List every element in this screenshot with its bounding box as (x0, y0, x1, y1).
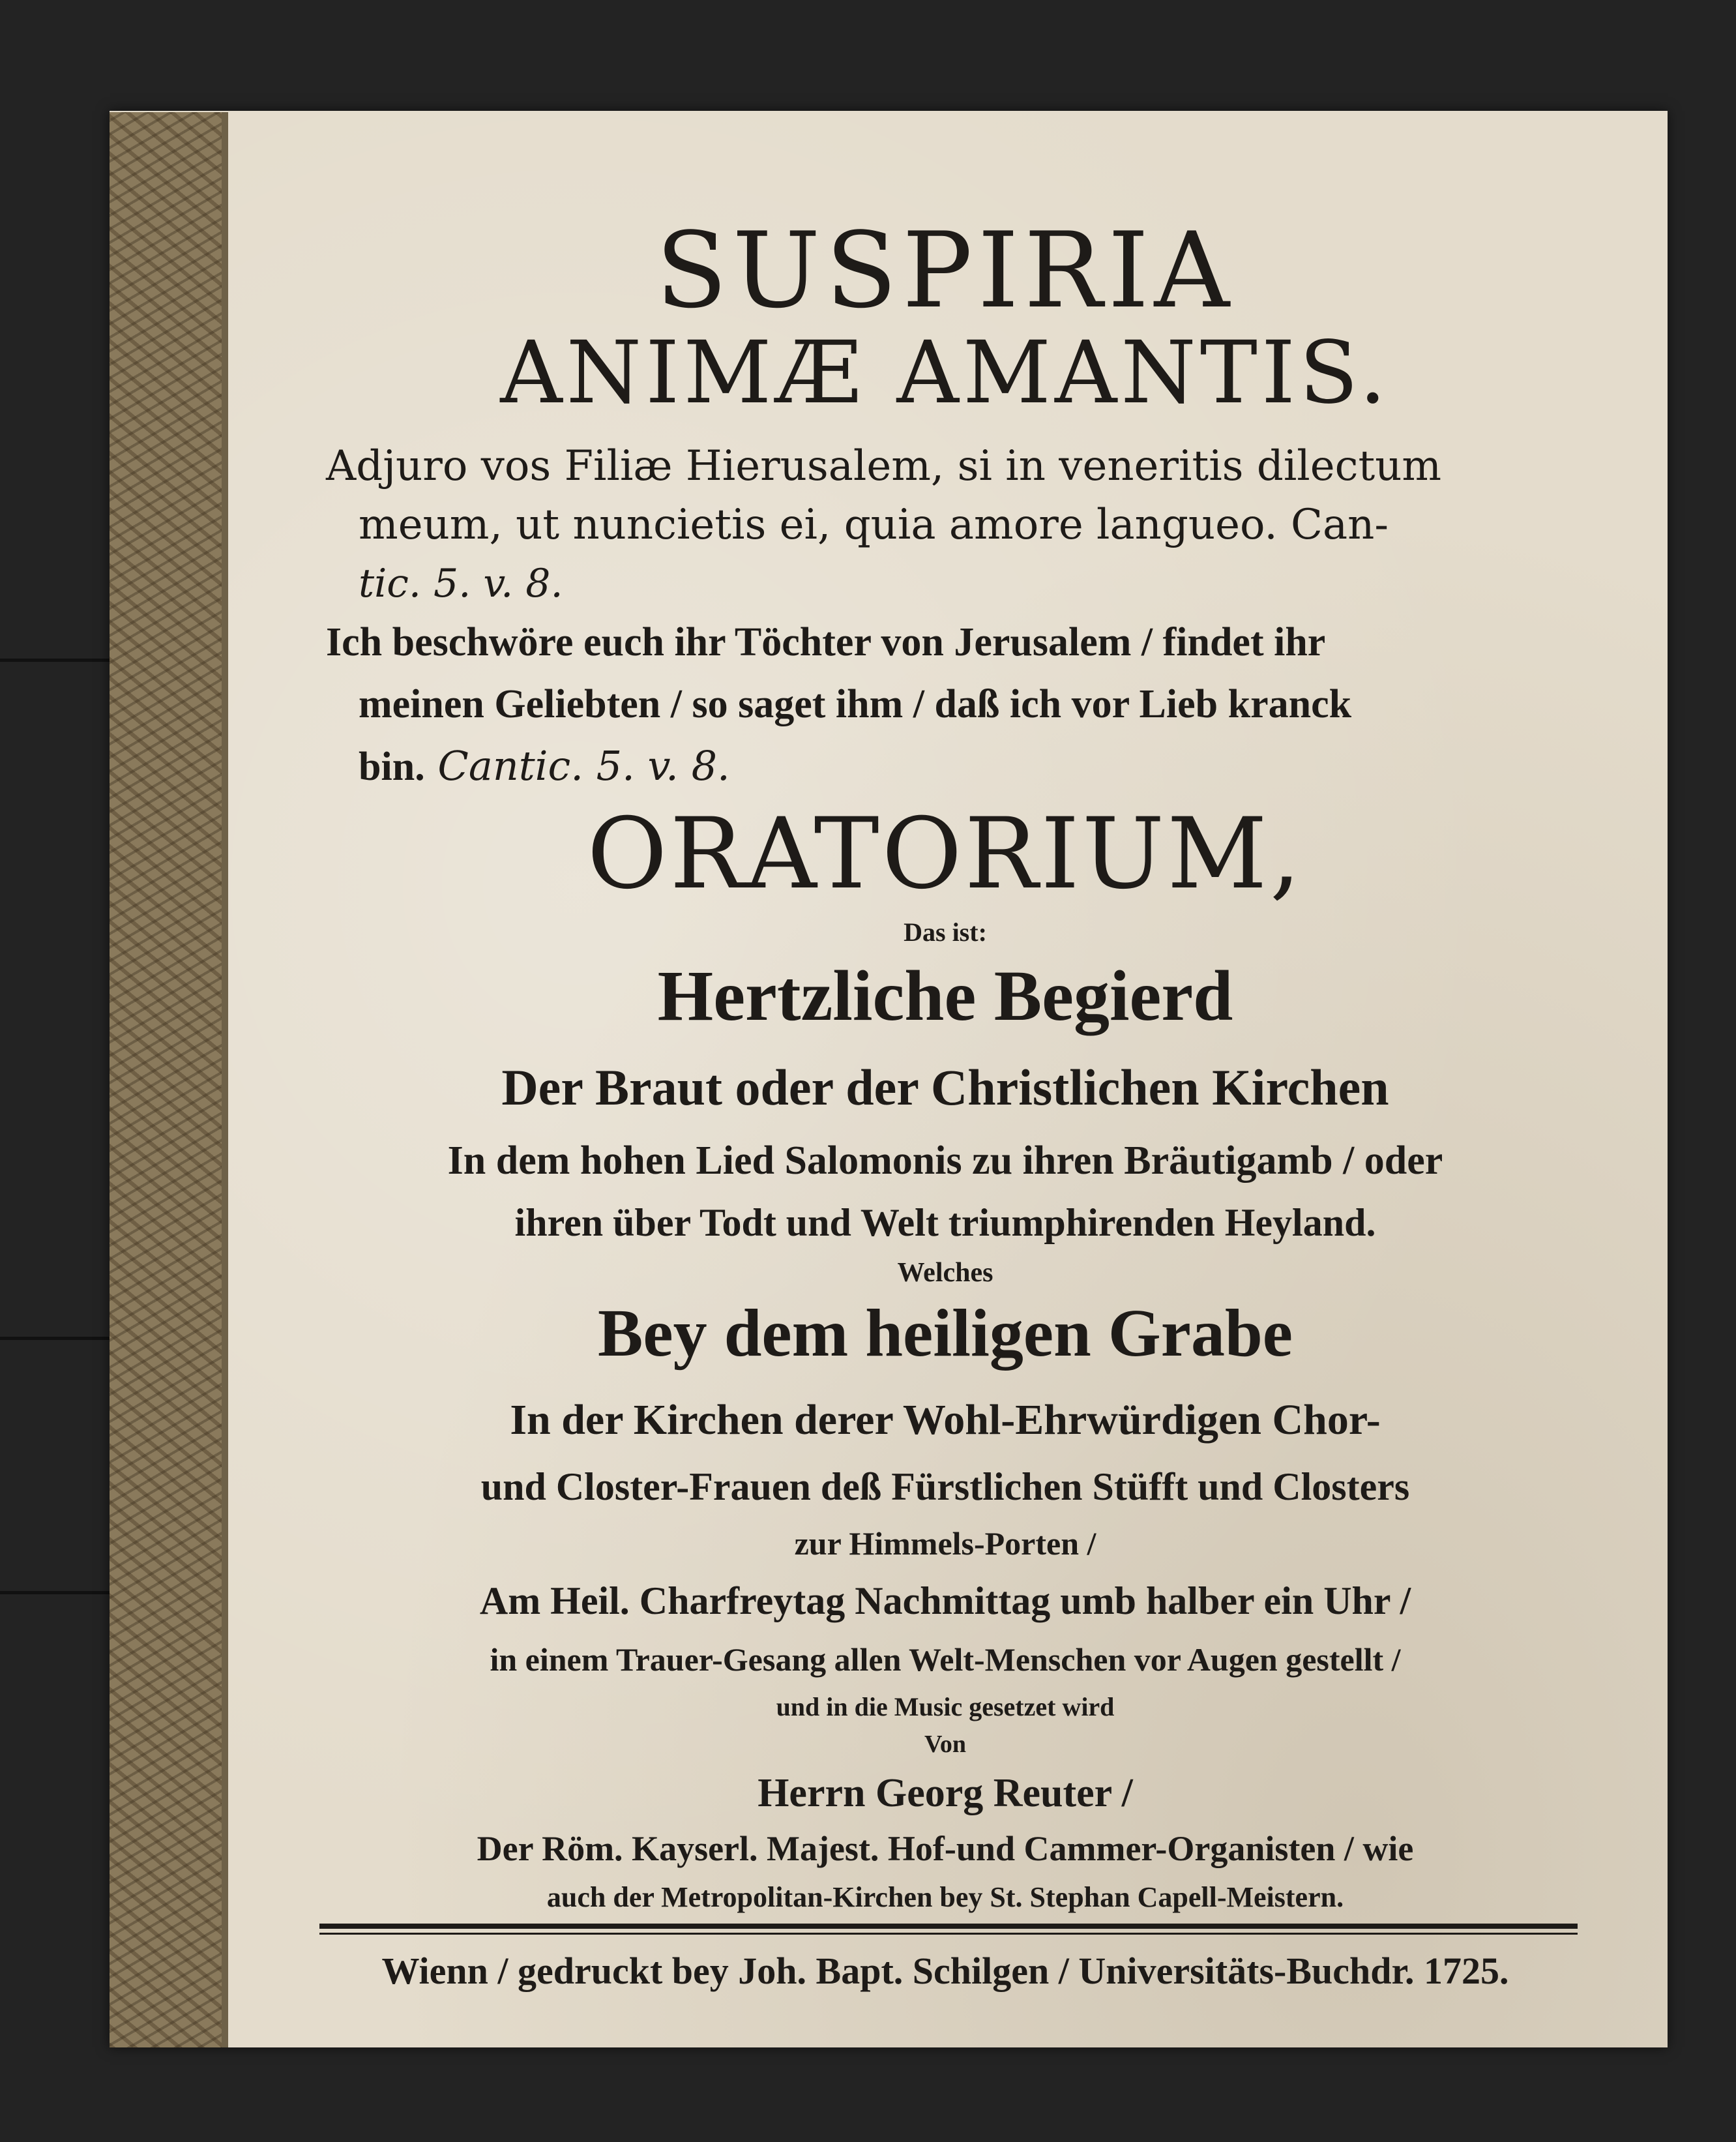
german-quote-line-1: Ich beschwöre euch ihr Töchter von Jerusalem / findet ihr (326, 620, 1326, 664)
german-quote-line-2: meinen Geliebten / so saget ihm / daß ich vor Lieb kranck (359, 682, 1352, 726)
occasion-line-6: und in die Music gesetzet wird (776, 1692, 1115, 1721)
welches: Welches (897, 1258, 993, 1288)
occasion-line-2: und Closter-Frauen deß Fürstlichen Stüfft und Closters (480, 1465, 1410, 1508)
composer-line-2: auch der Metropolitan-Kirchen bey St. Stephan Capell-Meistern. (546, 1881, 1344, 1913)
composer-name: Herrn Georg Reuter / (758, 1771, 1133, 1815)
latin-quote-line-1: Adjuro vos Filiæ Hierusalem, si in veneritis dilectum (326, 442, 1442, 490)
imprint: Wienn / gedruckt bey Joh. Bapt. Schilgen / Universitäts-Buchdr. 1725. (381, 1950, 1509, 1992)
german-quote-citation: Cantic. 5. v. 8. (437, 742, 730, 790)
composer-line-1: Der Röm. Kayserl. Majest. Hof-und Cammer-Organisten / wie (477, 1829, 1414, 1868)
salomonis-line: In dem hohen Lied Salomonis zu ihren Bräutigamb / oder (447, 1138, 1443, 1183)
double-rule-bottom (319, 1933, 1578, 1935)
von: Von (924, 1731, 967, 1758)
latin-quote-line-3: tic. 5. v. 8. (359, 561, 563, 606)
german-quote-bin: bin. (359, 745, 425, 789)
occasion-line-1: In der Kirchen derer Wohl-Ehrwürdigen Chor- (510, 1396, 1381, 1444)
title-line-1: SUSPIRIA (655, 209, 1235, 331)
occasion-line-4: Am Heil. Charfreytag Nachmittag umb halber ein Uhr / (479, 1579, 1411, 1622)
german-quote-line-3 (359, 740, 730, 793)
das-ist: Das ist: (904, 917, 987, 947)
occasion-heading: Bey dem heiligen Grabe (598, 1296, 1293, 1371)
double-rule-top (319, 1924, 1578, 1929)
subtitle-hertzliche-begierd: Hertzliche Begierd (657, 956, 1233, 1035)
latin-quote-line-2: meum, ut nuncietis ei, quia amore langueo. Can- (359, 501, 1389, 549)
title-line-2: ANIMÆ AMANTIS. (500, 323, 1390, 423)
oratorium-heading: ORATORIUM, (587, 797, 1304, 911)
marbled-spine (110, 112, 226, 2047)
occasion-line-3: zur Himmels-Porten / (794, 1525, 1096, 1562)
subtitle-braut: Der Braut oder der Christlichen Kirchen (501, 1059, 1389, 1116)
spine-edge (222, 112, 228, 2047)
occasion-line-5: in einem Trauer-Gesang allen Welt-Menschen vor Augen gestellt / (490, 1641, 1401, 1678)
heyland-line: ihren über Todt und Welt triumphirenden Heyland. (514, 1201, 1376, 1244)
